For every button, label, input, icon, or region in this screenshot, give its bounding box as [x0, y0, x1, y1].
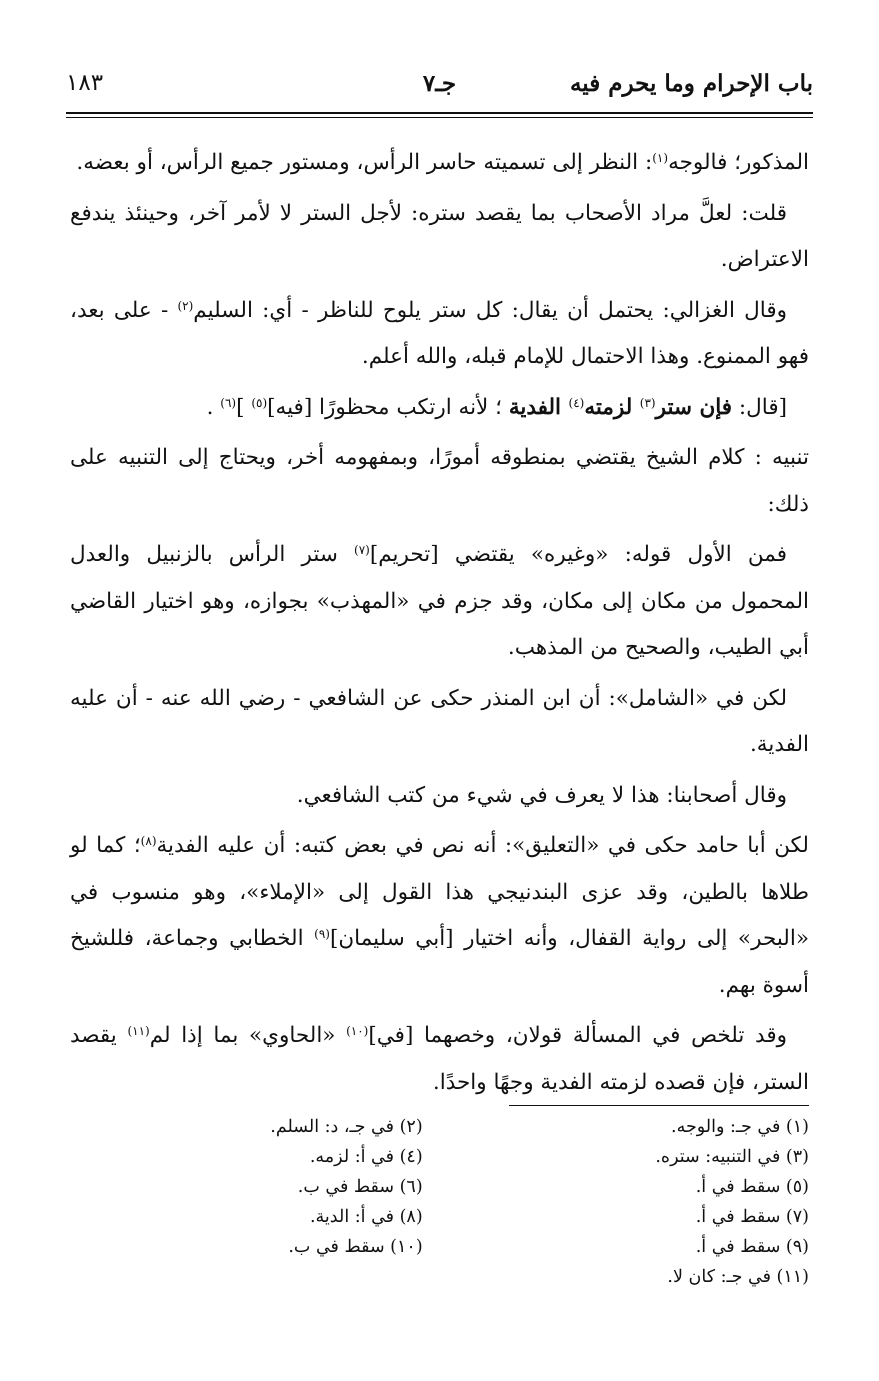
- footnote-ref: (٣): [639, 395, 656, 410]
- main-text: [70, 140, 809, 1110]
- footnote-row: [66, 1172, 809, 1202]
- header-rule: [66, 112, 813, 114]
- footnote: (١١) في جـ: كان لا.: [667, 1267, 809, 1287]
- footnote-ref: (١): [652, 151, 669, 165]
- footnote-row: [66, 1232, 809, 1262]
- footnote-ref: (٢): [177, 298, 194, 313]
- footnote: (٩) سقط في أ.: [695, 1237, 809, 1257]
- chapter-title: باب الإحرام وما يحرم فيه: [569, 70, 813, 97]
- footnote: (٦) سقط في ب.: [297, 1177, 423, 1197]
- paragraph: فمن الأول قوله: «وغيره» يقتضي [تحريم]$^{(٧)}$ ستر الرأس بالزنبيل والعدل المحمول من مكان إلى مكان، وقد جزم في «المهذب» بجوازه، وهو اختيار القاضي أبي الطيب، والصحيح من المذهب.: [70, 542, 809, 660]
- paragraph: وقال أصحابنا: هذا لا يعرف في شيء من كتب الشافعي.: [296, 782, 787, 808]
- header-rule-thin: [66, 117, 813, 118]
- quoted-text-paragraph: [قال: فإن ستر$^{(٣)}$ لزمته$^{(٤)}$ الفدية ؛ لأنه ارتكب محظورًا [فيه]$^{(٥)}$ ]$^{(٦)}$ .: [206, 394, 787, 420]
- footnote-ref: (٨): [140, 834, 157, 848]
- footnote: (٧) سقط في أ.: [695, 1207, 809, 1227]
- page-number: ١٨٣: [66, 70, 104, 96]
- footnote-ref: (٩): [314, 927, 330, 941]
- footnote: (١) في جـ: والوجه.: [671, 1117, 809, 1137]
- paragraph: المذكور؛ فالوجه$^{(١)}$: النظر إلى تسميته حاسر الرأس، ومستور جميع الرأس، أو بعضه.: [76, 150, 809, 175]
- footnote-ref: (٤): [568, 395, 585, 410]
- footnote-row: [66, 1112, 809, 1142]
- footnote-ref: (٦): [220, 395, 237, 410]
- footnote-row: [66, 1142, 809, 1172]
- footnote-separator: [509, 1105, 809, 1106]
- footnote-row: [66, 1262, 809, 1292]
- paragraph: لكن أبا حامد حكى في «التعليق»: أنه نص في بعض كتبه: أن عليه الفدية$^{(٨)}$؛ كما لو طلاها بالطين، وقد عزى البندنيجي هذا القول إلى «الإملاء»، وهو منسوب في «البحر» إلى رواية القفال، وأنه اختيار [أبي سليمان]$^{(٩)}$ الخطابي وجماعة، فللشيخ أسوة بهم.: [70, 833, 809, 998]
- paragraph: وقد تلخص في المسألة قولان، وخصهما [في]$^{(١٠)}$ «الحاوي» بما إذا لم$^{(١١)}$ يقصد الستر، فإن قصده لزمته الفدية وجهًا واحدًا.: [70, 1023, 809, 1095]
- volume-label: جـ٧: [422, 70, 457, 97]
- paragraph: تنبيه : كلام الشيخ يقتضي بمنطوقه أمورًا، وبمفهومه أخر، ويحتاج إلى التنبيه على ذلك:: [70, 445, 809, 517]
- footnote-ref: (٧): [354, 543, 370, 557]
- footnote: (٣) في التنبيه: ستره.: [655, 1147, 809, 1167]
- footnote-row: [66, 1202, 809, 1232]
- footnote: (٥) سقط في أ.: [695, 1177, 809, 1197]
- footnote-ref: (١٠): [346, 1024, 369, 1038]
- running-header: [66, 70, 813, 110]
- footnote: (٤) في أ: لزمه.: [309, 1147, 423, 1167]
- paragraph: وقال الغزالي: يحتمل أن يقال: كل ستر يلوح للناظر - أي: السليم$^{(٢)}$ - على بعد، فهو الممنوع. وهذا الاحتمال للإمام قبله، والله أعلم.: [70, 297, 809, 369]
- paragraph: لكن في «الشامل»: أن ابن المنذر حكى عن الشافعي - رضي الله عنه - أن عليه الفدية.: [70, 685, 809, 757]
- footnote-ref: (٥): [251, 395, 268, 410]
- footnote-ref: (١١): [127, 1024, 150, 1038]
- footnote: (٨) في أ: الدية.: [309, 1207, 423, 1227]
- footnote: (١٠) سقط في ب.: [288, 1237, 423, 1257]
- footnote: (٢) في جـ، د: السلم.: [270, 1117, 423, 1137]
- paragraph: قلت: لعلَّ مراد الأصحاب بما يقصد ستره: لأجل الستر لا لأمر آخر، وحينئذ يندفع الاعتراض.: [70, 200, 809, 272]
- footnotes: [66, 1112, 809, 1292]
